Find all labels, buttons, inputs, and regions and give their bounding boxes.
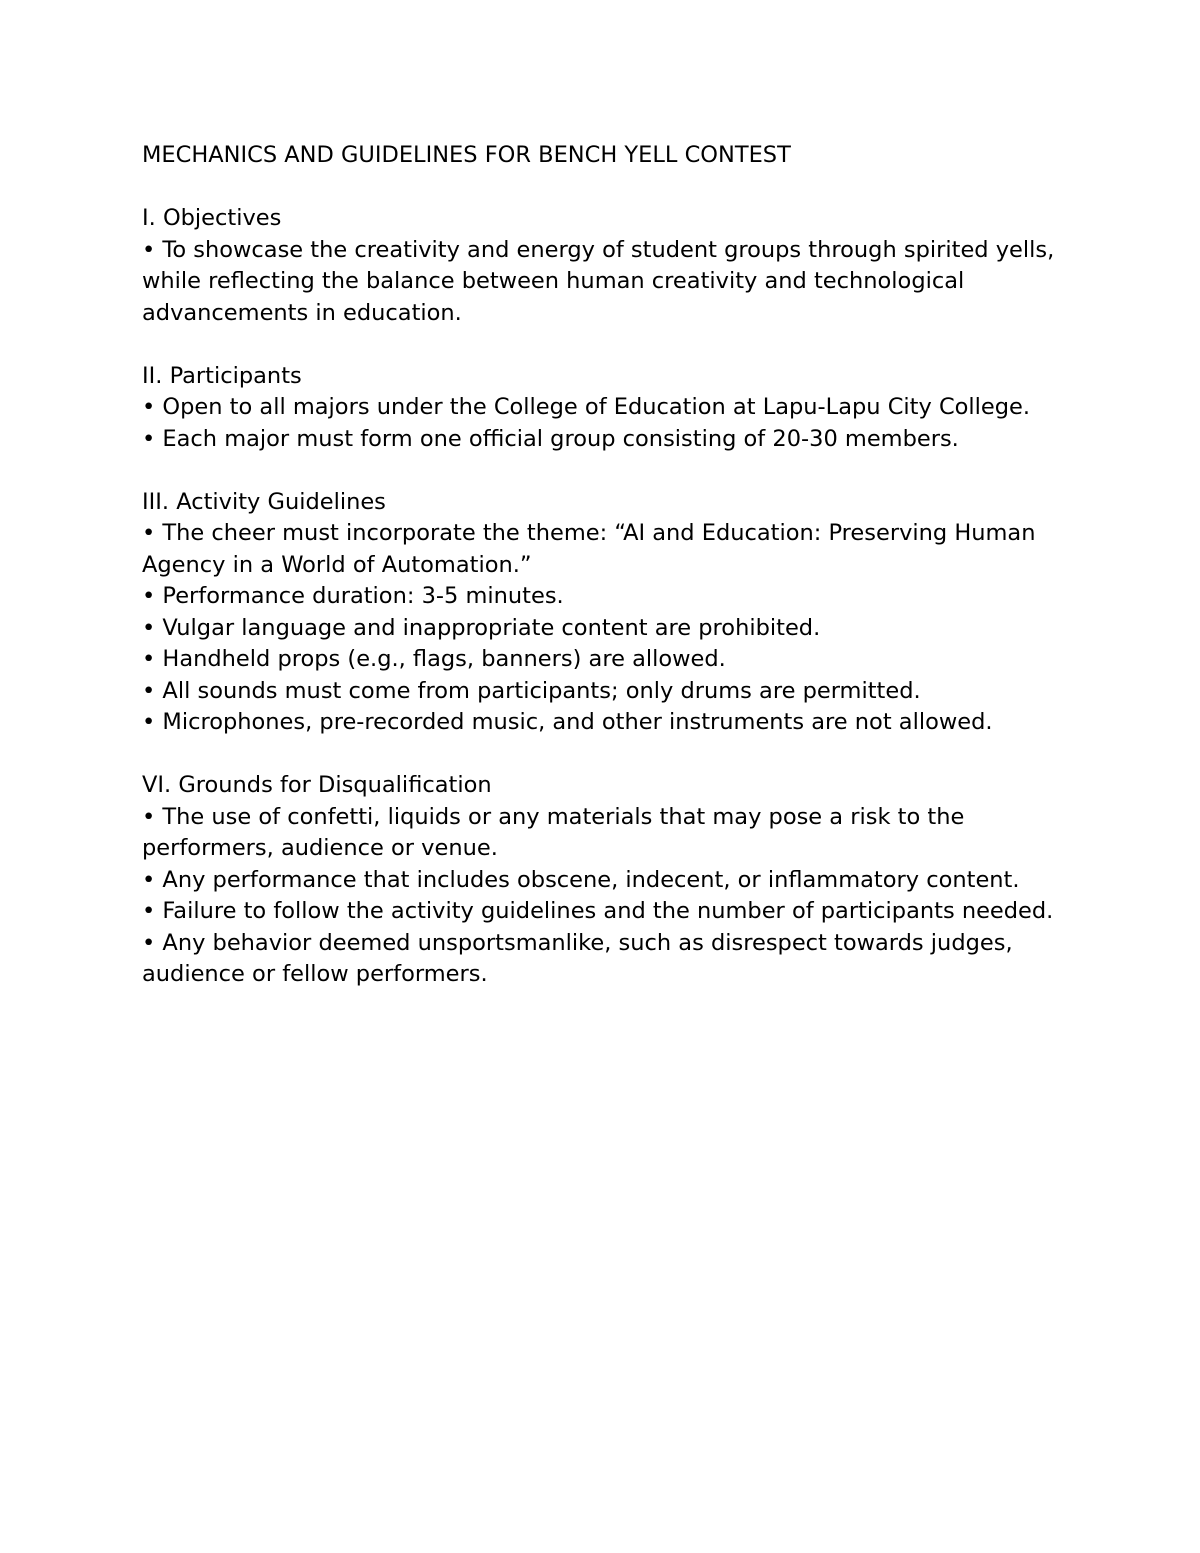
list-item: • Handheld props (e.g., flags, banners) are allowed. [142, 646, 726, 672]
list-item: • Any behavior deemed unsportsmanlike, such as disrespect towards judges, audience or fellow performers. [142, 929, 1013, 987]
list-item: • The use of confetti, liquids or any materials that may pose a risk to the performers, audience or venue. [142, 803, 965, 861]
section-activity-guidelines [142, 487, 1072, 739]
list-item: • To showcase the creativity and energy of student groups through spirited yells, while reflecting the balance between human creativity and technological advancements in education. [142, 236, 1055, 326]
section-heading: I. Objectives [142, 205, 282, 231]
list-item: • All sounds must come from participants; only drums are permitted. [142, 677, 921, 704]
section-participants [142, 361, 1072, 456]
section-heading: II. Participants [142, 362, 302, 389]
document-title: MECHANICS AND GUIDELINES FOR BENCH YELL CONTEST [142, 142, 791, 168]
section-heading: III. Activity Guidelines [142, 488, 386, 515]
list-item: • Open to all majors under the College of Education at Lapu-Lapu City College. [142, 394, 1031, 420]
section-heading: VI. Grounds for Disqualification [142, 772, 492, 798]
section-disqualification [142, 770, 1072, 991]
document-body [142, 140, 1072, 991]
list-item: • Performance duration: 3-5 minutes. [142, 583, 564, 609]
list-item: • Vulgar language and inappropriate content are prohibited. [142, 614, 821, 641]
list-item: • Each major must form one official group consisting of 20-30 members. [142, 425, 959, 452]
list-item: • Any performance that includes obscene, indecent, or inflammatory content. [142, 866, 1020, 893]
list-item: • Failure to follow the activity guidelines and the number of participants needed. [142, 898, 1054, 924]
list-item: • The cheer must incorporate the theme: “AI and Education: Preserving Human Agency in a World of Automation.” [142, 520, 1036, 578]
list-item: • Microphones, pre-recorded music, and other instruments are not allowed. [142, 709, 993, 735]
section-objectives [142, 203, 1072, 329]
